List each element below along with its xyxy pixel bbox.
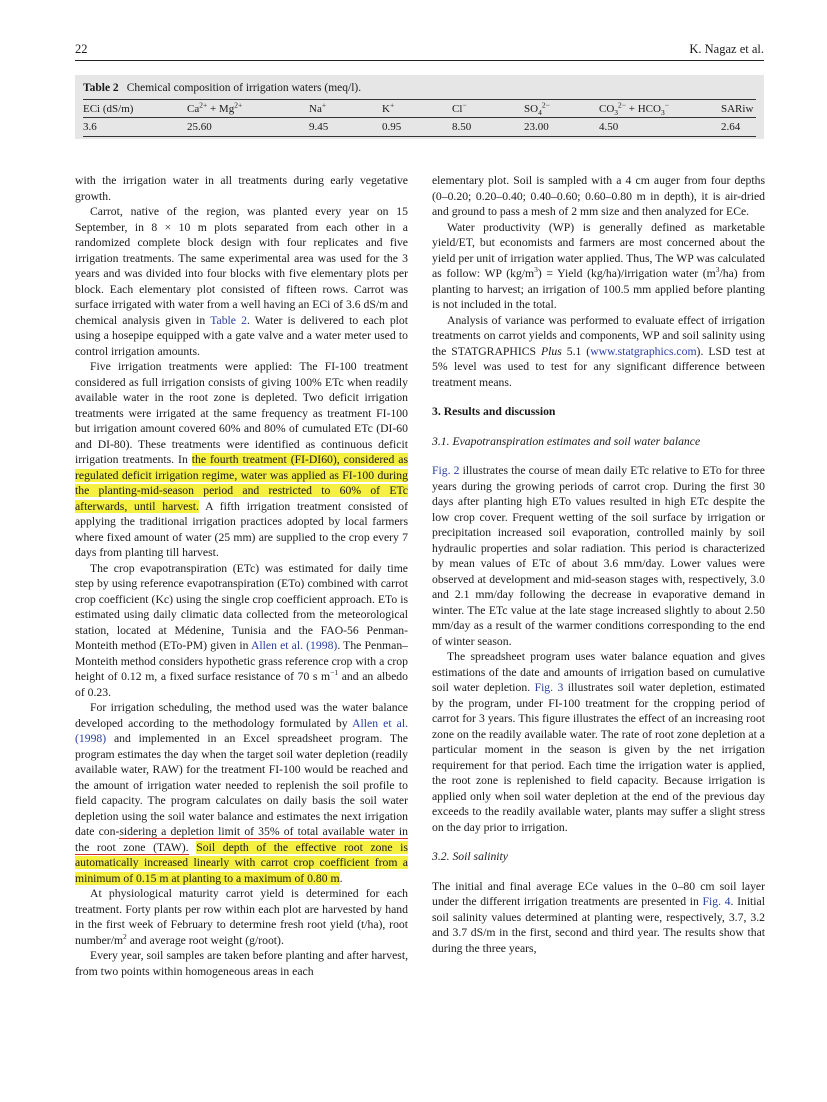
fig-4-link[interactable]: Fig. 4 (702, 895, 731, 908)
table-caption (83, 82, 361, 94)
paragraph: At physiological maturity carrot yield is determined for each treatment. Forty plants per row within each plot are harvested by hand in the first week of February to determine fresh root yield (t/ha), root number/$m^2$ and average root weight (g/root). (75, 887, 408, 947)
paragraph: For irrigation scheduling, the method used was the water balance developed according to the methodology formulated by Allen et al. (1998) and implemented in an Excel spreadsheet program. The program estimates the day when the target soil water depletion (readily available water, RAW) for the treatment FI-100 would be reached and the amount of irrigation water needed to replenish the soil profile to field capacity. The program calculates on daily basis the soil water depletion using the soil water balance and estimates the next irrigation date con-sidering a depletion limit of 35% of total available water in the root zone (TAW). Soil depth of the effective root zone is automatically increased linearly with carrot crop coefficient from a minimum of 0.15 m at planting to a maximum of 0.80 m. (75, 701, 409, 885)
table-top-rule (83, 99, 756, 100)
paragraph: The spreadsheet program uses water balance equation and gives estimations of the date and amounts of irrigation based on cumulative soil water depletion. Fig. 3 illustrates soil water depletion, estimated by the program, under FI-100 treatment for the cropping period of carrot for 3 years. This figure illustrates the effect of an increasing root zone on the readily available water. The rate of root zone depletion at a particular moment in the season is given by the net irrigation requirement for that period. Each time the irrigation water is applied, the root zone is replenished to field capacity. Because irrigation is applied only when soil water depletion at the end of the previous day exceeds to the readily available water, plants may suffer a slight stress on the day prior to irrigation. (432, 650, 766, 834)
cell-k: 0.95 (382, 121, 402, 133)
table-2 (75, 75, 764, 139)
highlighted-text: Soil depth of the effective root zone is automatically increased linearly with carrot crop coefficient from a minimum of 0.15 m at planting to a maximum of 0.80 m (75, 840, 408, 885)
table-caption-text: Chemical composition of irrigation waters (meq/l). (126, 82, 362, 94)
col-header-co3-hco3: $CO_3^{2-} + HCO_3^-$ (599, 100, 669, 118)
allen-1998-link[interactable]: Allen et al. (1998) (250, 639, 338, 652)
col-header-cl: Cl− (452, 100, 467, 115)
table-bottom-rule (83, 136, 756, 137)
paragraph: with the irrigation water in all treatments during early vegetative growth. (75, 174, 408, 203)
col-header-k: K+ (382, 100, 395, 115)
cell-eci: 3.6 (83, 121, 97, 133)
right-column (432, 173, 765, 956)
section-heading: 3. Results and discussion (432, 405, 556, 418)
paragraph: elementary plot. Soil is sampled with a 4 cm auger from four depths (0–0.20; 0.20–0.40; 0.40–0.60; 0.60–0.80 m in depth), it is air-dried and ground to pass a mesh of 2 mm size and then analyzed for ECe. (432, 174, 765, 218)
running-authors: K. Nagaz et al. (689, 42, 764, 56)
col-header-eci: ECi (dS/m) (83, 103, 134, 115)
table-label: Table 2 (83, 82, 119, 94)
paragraph: Every year, soil samples are taken before planting and after harvest, from two points within homogeneous areas in each (75, 949, 408, 978)
cell-cl: 8.50 (452, 121, 472, 133)
col-header-ca-mg: $Ca^{2+} + Mg^{2+}$ (187, 100, 243, 115)
cell-co3-hco3: 4.50 (599, 121, 619, 133)
statgraphics-link[interactable]: www.statgraphics.com (590, 344, 697, 358)
subsection-heading: 3.2. Soil salinity (432, 850, 508, 863)
paragraph: Water productivity (WP) is generally defined as marketable yield/ET, but economists and farmers are most concerned about the yield per unit of irrigation water applied. Thus, The WP was calculated as follow: WP $(kg/m^3)$ = Yield (kg/ha)/irrigation water $(m^3/ha)$ from planting to harvest; an irrigation of 100.5 mm applied before planting is not included in the total. (432, 220, 766, 311)
cell-so4: 23.00 (524, 121, 549, 133)
header-rule (75, 60, 764, 61)
subsection-heading: 3.1. Evapotranspiration estimates and soil water balance (432, 434, 701, 448)
paragraph: The crop evapotranspiration (ETc) was estimated for daily time step by using reference evapotranspiration (ETo) combined with carrot crop coefficient (Kc) using the single crop coefficient approach. ETo is estimated using daily climatic data collected from the meteorological station, located at Médenine, Tunisia and the FAO-56 Penman-Monteith method (ETo-PM) given in Allen et al. (1998). The Penman–Monteith method considers hypothetic grass reference crop with a crop height of 0.12 m, a fixed surface resistance of 70 s $m^{-1}$ and an albedo of 0.23. (75, 561, 409, 699)
cell-ca-mg: 25.60 (187, 121, 212, 133)
paragraph: Five irrigation treatments were applied: The FI-100 treatment considered as full irrigation consists of giving 100% ETc when readily available water in the root zone is depleted. Two deficit irrigation treatments were irrigated at the same frequency as treatment FI-100 but irrigation amount covered 60% and 80% of cumulated ETc (DI-60 and DI-80). These treatments were identified as continuous deficit irrigation treatments. In the fourth treatment (FI-DI60), considered as regulated deficit irrigation regime, water was applied as FI-100 during the planting-mid-season period and restricted to 60% of ETc afterwards, until harvest. A fifth irrigation treatment consisted of applying the traditional irrigation practices adopted by local farmers where fixed amount of water (25 mm) are supplied to the crop every 7 days from planting till harvest. (75, 360, 409, 559)
underlined-text: sidering a depletion limit of 35% of total available water in the root zone (TAW). (75, 825, 408, 854)
paragraph: The initial and final average ECe values in the 0–80 cm soil layer under the different irrigation treatments are presented in Fig. 4. Initial soil salinity values determined at planting were, respectively, 3.7, 3.2 and 3.7 dS/m in the first, second and third year. The results show that during the three years, (432, 879, 765, 955)
left-column (75, 173, 408, 979)
fig-3-link[interactable]: Fig. 3 (534, 681, 564, 694)
paragraph: Carrot, native of the region, was planted every year on 15 September, in 8 × 10 m plots separated from each other in a randomized complete block design with four replicates and five irrigation treatments. The same experimental area was used for the 3 years and was divided into four blocks with five elementary plots per block. Each elementary plot consisted of fifteen rows. Carrot was surface irrigated with water from a well having an ECi of 3.6 dS/m and chemical analysis given in Table 2. Water is delivered to each plot using a hosepipe equipped with a gate valve and a water meter used to control irrigation amounts. (75, 205, 409, 358)
page-number: 22 (75, 42, 88, 56)
col-header-na: Na+ (309, 100, 327, 115)
cell-na: 9.45 (309, 121, 329, 133)
table-2-link[interactable]: Table 2 (210, 313, 247, 327)
allen-1998-link[interactable]: Allen et al. (1998) (75, 716, 409, 745)
highlighted-text: the fourth treatment (FI-DI60), considered as regulated deficit irrigation regime, water was applied as FI-100 during the planting-mid-season period and restricted to 60% of ETc afterwards, until harvest. (75, 453, 409, 513)
paragraph: Analysis of variance was performed to evaluate effect of irrigation treatments on carrot yields and components, WP and soil salinity using the STATGRAPHICS Plus 5.1 (www.statgraphics.com). LSD test at 5% level was used to test for any significant difference between treatment means. (432, 313, 765, 389)
paragraph: Fig. 2 illustrates the course of mean daily ETc relative to ETo for three years during the growing periods of carrot crop. During the first 30 days after planting high ETo values resulted in high ETc despite the low crop cover. Frequent wetting of the soil surface by irrigation or precipitation increased soil evaporation, controlled mainly by soil hydraulic properties and solar radiation. This period is characterized by mean values of ETc of about 3.6 mm/day. Lower values were observed at development and mid-season stages with, respectively, 3.0 and 2.1 mm/day following the decrease in evaporative demand in winter. The ETc value at the late stage increased slightly to about 2.50 mm/day as a result of the warmer conditions corresponding to the end of winter season. (432, 464, 765, 648)
cell-sar: 2.64 (721, 121, 741, 133)
col-header-so4: $SO_4^{2-}$ (524, 100, 550, 118)
col-header-sar: SARiw (721, 103, 754, 115)
fig-2-link[interactable]: Fig. 2 (432, 464, 460, 477)
table-mid-rule (83, 117, 756, 118)
